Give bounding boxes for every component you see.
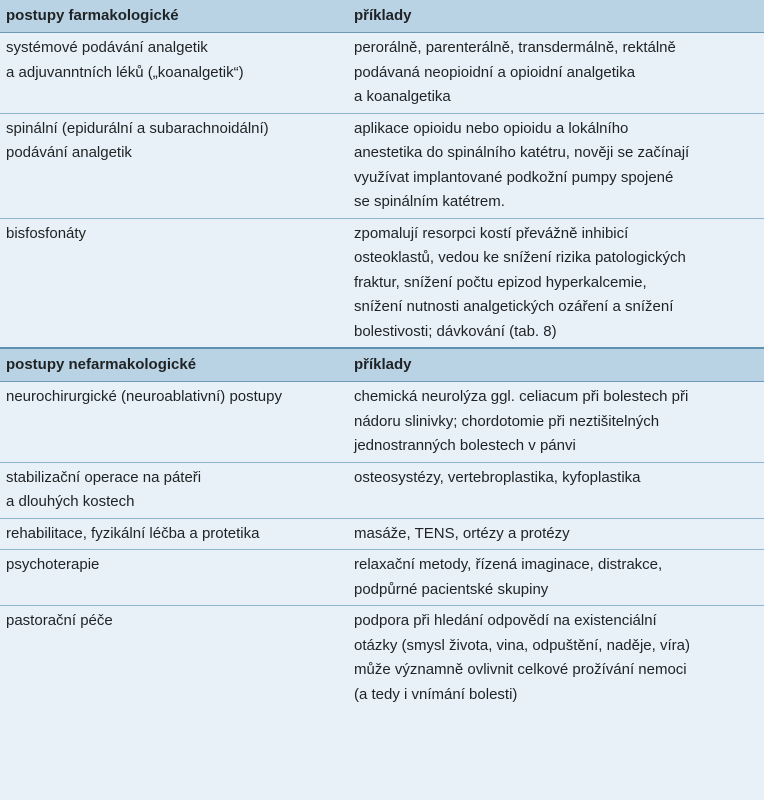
table-header-row (0, 348, 764, 382)
example-cell (346, 382, 764, 463)
text-line: perorálně, parenterálně, transdermálně, rektálně (354, 39, 676, 56)
text-line: zpomalují resorpci kostí převážně inhibicí (354, 224, 629, 242)
text-line: podávání analgetik (6, 144, 132, 161)
example-cell (346, 518, 764, 550)
text-line: jednostranných bolestech v pánvi (354, 437, 576, 454)
text-line: aplikace opioidu nebo opioidu a lokálního (354, 119, 629, 137)
text-line: osteoklastů, vedou ke snížení rizika patologických (354, 249, 686, 266)
text-line: masáže, TENS, ortézy a protézy (354, 524, 570, 542)
text-line: psychoterapie (6, 556, 100, 573)
header-examples: příklady (346, 0, 764, 33)
text-line: rehabilitace, fyzikální léčba a protetika (6, 524, 260, 542)
procedure-cell (0, 518, 346, 550)
text-line: stabilizační operace na páteři (6, 468, 202, 486)
example-cell (346, 606, 764, 711)
procedure-cell (0, 113, 346, 218)
header-examples: příklady (346, 348, 764, 382)
table-row (0, 113, 764, 218)
text-line: a dlouhých kostech (6, 493, 135, 510)
procedure-cell (0, 33, 346, 114)
header-procedures: postupy nefarmakologické (0, 348, 346, 382)
example-cell (346, 550, 764, 606)
text-line: osteosystézy, vertebroplastika, kyfoplastika (354, 468, 641, 486)
procedure-cell (0, 462, 346, 518)
table-row (0, 33, 764, 114)
text-line: snížení nutnosti analgetických ozáření a snížení (354, 298, 674, 315)
table-row (0, 218, 764, 348)
text-line: podpůrné pacientské skupiny (354, 580, 549, 598)
text-line: a adjuvanntních léků („koanalgetik“) (6, 63, 244, 81)
text-line: se spinálním katétrem. (354, 193, 505, 210)
text-line: a koanalgetika (354, 88, 451, 105)
text-line: podpora při hledání odpovědí na existenciální (354, 612, 657, 629)
text-line: otázky (smysl života, vina, odpuštění, naděje, víra) (354, 636, 690, 654)
text-line: bisfosfonáty (6, 224, 87, 242)
text-line: pastorační péče (6, 612, 113, 629)
table-header-row (0, 0, 764, 33)
text-line: využívat implantované podkožní pumpy spojené (354, 168, 674, 186)
example-cell (346, 33, 764, 114)
table-row (0, 518, 764, 550)
text-line: bolestivosti; dávkování (tab. 8) (354, 322, 557, 340)
text-line: (a tedy i vnímání bolesti) (354, 685, 518, 703)
header-procedures: postupy farmakologické (0, 0, 346, 33)
procedure-cell (0, 606, 346, 711)
text-line: neurochirurgické (neuroablativní) postupy (6, 388, 282, 405)
procedure-cell (0, 382, 346, 463)
text-line: nádoru slinivky; chordotomie při neztišitelných (354, 412, 660, 430)
table-row (0, 382, 764, 463)
text-line: spinální (epidurální a subarachnoidální) (6, 119, 269, 137)
table-row (0, 550, 764, 606)
text-line: může významně ovlivnit celkové prožívání nemoci (354, 661, 687, 678)
text-line: anestetika do spinálního katétru, nověji se začínají (354, 144, 690, 161)
procedure-cell (0, 218, 346, 348)
text-line: systémové podávání analgetik (6, 39, 208, 56)
text-line: chemická neurolýza ggl. celiacum při bolestech při (354, 388, 689, 405)
example-cell (346, 218, 764, 348)
example-cell (346, 113, 764, 218)
example-cell (346, 462, 764, 518)
procedure-cell (0, 550, 346, 606)
table-row (0, 462, 764, 518)
text-line: relaxační metody, řízená imaginace, distrakce, (354, 556, 663, 573)
text-line: fraktur, snížení počtu epizod hyperkalcemie, (354, 273, 647, 291)
text-line: podávaná neopioidní a opioidní analgetika (354, 63, 636, 81)
table-row (0, 606, 764, 711)
